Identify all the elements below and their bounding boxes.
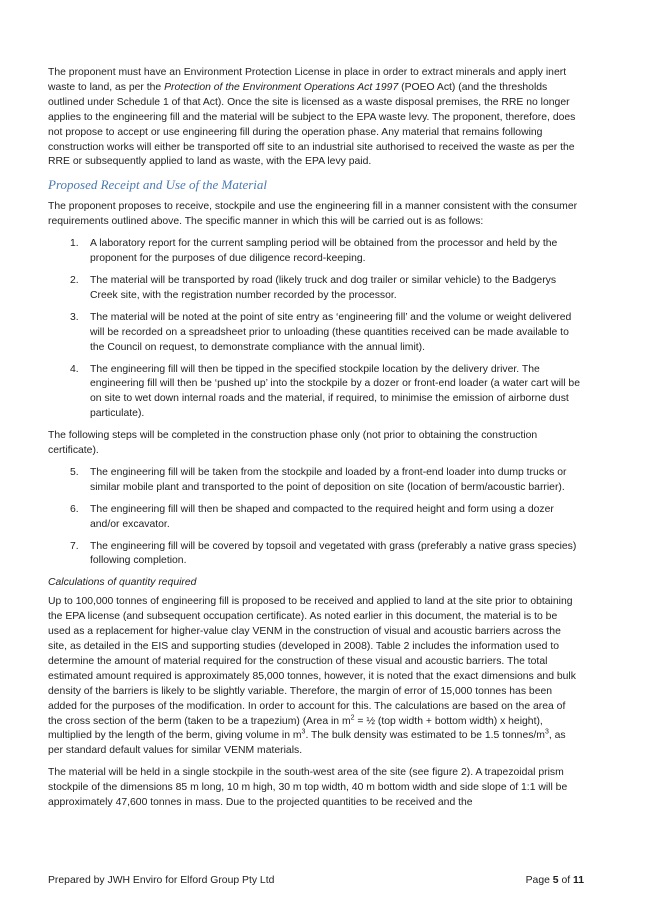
list-text: The engineering fill will be taken from the stockpile and loaded by a front-end loader into dump trucks or similar mobile plant and transported to the point of deposition on site (location of berm/acoustic barrier). [90,466,567,493]
section-lead: The proponent proposes to receive, stockpile and use the engineering fill in a manner consistent with the consumer requirements outlined above. The specific manner in which this will be carried out is as follows: [48,201,578,228]
steps-list-b [48,466,580,569]
section-heading: Proposed Receipt and Use of the Material [48,177,268,193]
calc-text-d: , as per standard default values for similar VENM materials. [48,730,566,757]
page-body [48,66,580,818]
list-number: 5. [70,466,79,478]
page-total: 11 [573,875,584,886]
calc-subheading: Calculations of quantity required [48,577,197,589]
steps-list-a [48,237,580,422]
superscript: 3 [544,728,549,736]
list-text: A laboratory report for the current sampling period will be obtained from the processor and held by the proponent for the purposes of due diligence record-keeping. [90,238,558,265]
list-number: 1. [70,238,79,250]
act-title: Protection of the Environment Operations Act 1997 [164,81,399,93]
list-item [48,237,580,267]
list-item [48,363,580,423]
list-number: 6. [70,503,79,515]
list-number: 3. [70,311,79,323]
stockpile-paragraph: The material will be held in a single stockpile in the south-west area of the site (see figure 2). A trapezoidal prism stockpile of the dimensions 85 m long, 10 m high, 30 m top width, 40 m bottom width and side slope of 1:1 will be approximately 47,600 tonnes in mass. Due to the projected quantities to be received and the [48,767,568,809]
list-number: 2. [70,274,79,286]
intro-text: The proponent must have an Environment Protection License in place in order to extract minerals and apply inert waste to land, as per the [48,67,567,93]
calc-text-b: = ½ (top width + bottom width) x height), multiplied by the length of the berm, giving volume in m [48,715,543,742]
superscript: 2 [350,714,355,722]
list-text: The engineering fill will be covered by topsoil and vegetated with grass (preferably a native grass species) following completion. [90,540,577,567]
page-number [526,875,584,886]
list-item [48,311,580,356]
page-of: of [558,875,574,886]
intro-paragraph [48,66,580,170]
superscript: 3 [301,728,306,736]
list-text: The material will be transported by road (likely truck and dog trailer or similar vehicle) to the Badgerys Creek site, with the registration number recorded by the processor. [90,274,557,301]
list-item [48,274,580,304]
list-text: The engineering fill will then be tipped in the specified stockpile location by the delivery driver. The engineering fill will then be ‘pushed up’ into the stockpile by a dozer or front-end loader (a water cart will be on site to wet down internal roads and the material, if required, to minimise the emission of airborne dust particulate). [90,363,580,420]
intro-text-rest: (POEO Act) (and the thresholds outlined under Schedule 1 of that Act). Once the site is licensed as a waste disposal premises, the RRE no longer applies to the engineering fill and the material will be subject to the EPA waste levy. The proponent, therefore, does not propose to accept or use engineering fill during the operation phase. Any material that remains following construction works will either be transported off site to an industrial site authorised to received the waste as per the RRE or subsequently applied to land as waste, with the EPA levy paid. [48,81,576,168]
page-prefix: Page [525,875,553,886]
construction-lead: The following steps will be completed in the construction phase only (not prior to obtaining the construction certificate). [48,430,538,457]
calc-text-c: . The bulk density was estimated to be 1.5 tonnes/m [305,730,545,742]
calc-text-a: Up to 100,000 tonnes of engineering fill is proposed to be received and applied to land at the site prior to obtaining the EPA license (and subsequent occupation certificate). As noted earlier in this document, the material is to be used as a replacement for higher-value clay VENM in the construction of visual and acoustic barriers across the site, as detailed in the EIS and supporting studies (developed in 2008). Table 2 includes the information used to determine the amount of material required for the construction of these visual and acoustic barriers. The total estimated amount required is approximately 85,000 tonnes, however, it is noted that the exact dimensions and bulk density of the barriers is likely to be slightly variable. Therefore, the margin of error of 15,000 tonnes has been added for the purposes of the modification. In order to account for this. The calculations are based on the area of the cross section of the berm (taken to be a trapezium) (Area in m [48,596,576,727]
list-item [48,503,580,533]
list-item [48,540,580,570]
list-text: The material will be noted at the point of site entry as ‘engineering fill’ and the volume or weight delivered will be recorded on a spreadsheet prior to unloading (these quantities received can be made available to the Council on request, to demonstrate compliance with the annual limit). [90,311,572,353]
list-number: 4. [70,363,79,375]
page-footer [48,875,584,886]
footer-credit: Prepared by JWH Enviro for Elford Group Pty Ltd [48,875,275,886]
list-number: 7. [70,540,79,552]
page-current: 5 [552,875,559,886]
list-item [48,466,580,496]
list-text: The engineering fill will then be shaped and compacted to the required height and form using a dozer and/or excavator. [90,503,554,530]
calc-paragraph [48,595,580,759]
